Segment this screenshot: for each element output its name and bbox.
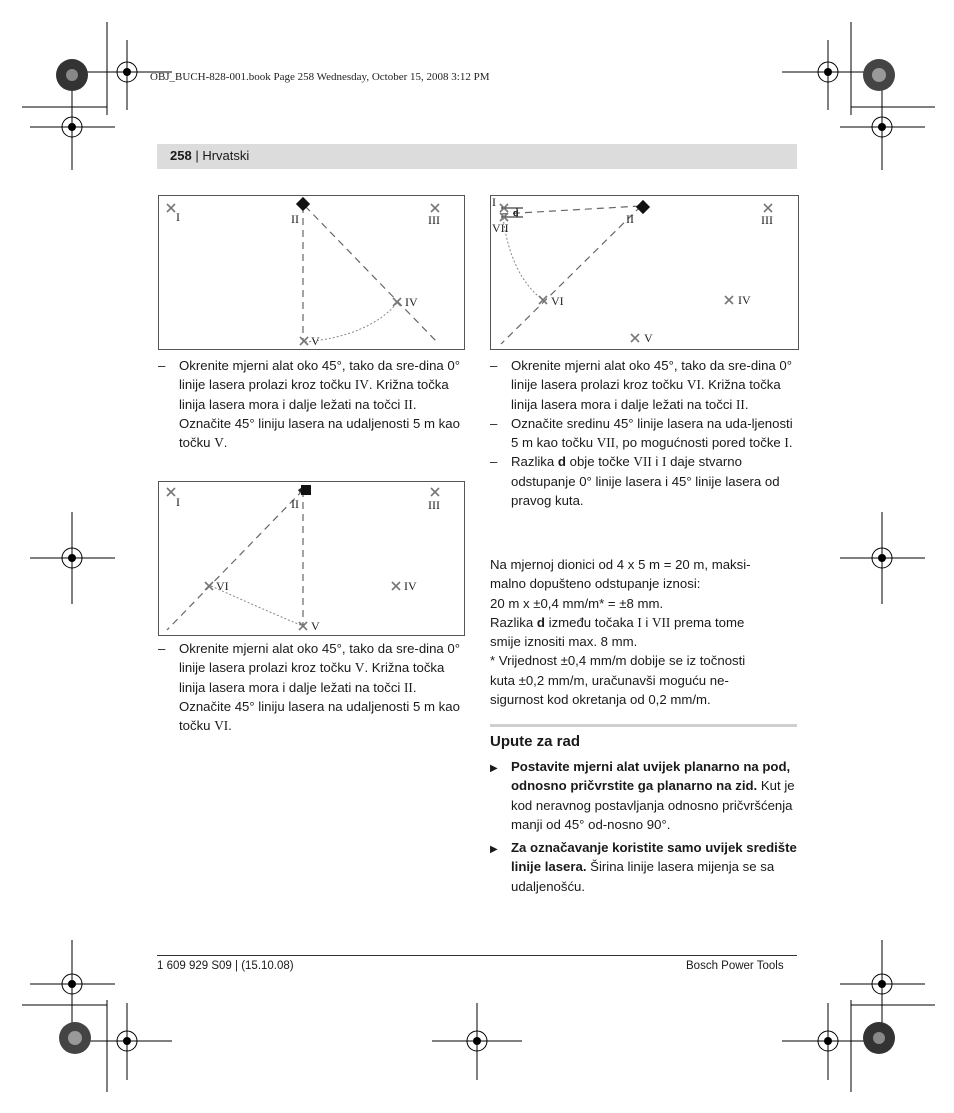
- bold-term: d: [557, 454, 566, 470]
- dash-marker: –: [490, 454, 498, 470]
- fig2-label-v: V: [311, 619, 320, 633]
- roman-point: II: [736, 396, 745, 412]
- text-run: Označite 45° liniju lasera na udaljenosti 5 m kao točku: [179, 698, 460, 734]
- roman-point: VI: [214, 718, 229, 734]
- figure-2-drawing: [159, 482, 464, 635]
- fig2-label-iii: III: [428, 498, 440, 512]
- paragraph-line: [490, 613, 798, 632]
- fig3-label-v: V: [644, 331, 653, 345]
- roman-point: V: [354, 660, 365, 676]
- text-run: , po mogućnosti pored točke: [615, 435, 785, 451]
- text-run: Kut je kod neravnog postavljanja odnosno pričvršćenja manji od 45° od-nosno 90°.: [511, 778, 795, 832]
- text-run: Razlika: [490, 614, 537, 630]
- paragraph-line: Na mjernoj dionici od 4 x 5 m = 20 m, maksi-: [490, 557, 751, 572]
- fig2-label-vi: VI: [216, 579, 229, 593]
- fig2-label-ii: II: [291, 497, 299, 511]
- fig3-label-ii: II: [626, 212, 634, 226]
- instruction-item: [158, 639, 465, 735]
- roman-point: I: [662, 454, 667, 470]
- instruction-sub: [179, 414, 465, 453]
- fig3-label-iv: IV: [738, 293, 751, 307]
- book-info-line: OBJ_BUCH-828-001.book Page 258 Wednesday, October 15, 2008 3:12 PM: [150, 71, 490, 83]
- instruction-item: [158, 356, 465, 452]
- text-run: Razlika: [511, 454, 558, 470]
- dash-marker: –: [158, 641, 166, 656]
- roman-point: V: [214, 435, 224, 451]
- footer-doc-number: 1 609 929 S09 | (15.10.08): [157, 960, 294, 972]
- fig1-label-i: I: [176, 210, 180, 224]
- dash-marker: –: [490, 415, 498, 431]
- roman-point: I: [637, 614, 642, 630]
- text-run: Označite sredinu 45° linije lasera na uda-ljenosti 5 m kao točku: [511, 415, 793, 451]
- bold-text: Za označavanje koristite samo uvijek središte linije lasera.: [511, 840, 797, 875]
- fig2-label-iv: IV: [404, 579, 417, 593]
- dash-marker: –: [158, 358, 166, 373]
- paragraph-line: smije iznositi max. 8 mm.: [490, 634, 638, 650]
- instruction-item: [490, 414, 798, 453]
- right-instructions: [490, 356, 798, 510]
- text-run: . Križna točka linija lasera mora i dalje ležati na točci: [511, 377, 781, 412]
- footer-divider: [157, 955, 797, 956]
- bold-term: d: [536, 614, 545, 630]
- text-run: . Križna točka linija lasera mora i dalje ležati na točci: [179, 660, 445, 695]
- text-run: .: [223, 435, 228, 451]
- footer-brand: Bosch Power Tools: [686, 960, 784, 972]
- page-header-bar: [157, 144, 797, 169]
- roman-point: VII: [633, 454, 652, 470]
- triangle-bullet-icon: ▶: [490, 763, 498, 774]
- text-run: prema tome: [670, 614, 745, 630]
- roman-point: I: [784, 435, 789, 451]
- header-separator: |: [191, 148, 203, 163]
- roman-point: VII: [596, 435, 616, 451]
- section-divider: [490, 724, 797, 727]
- page-header: [170, 148, 249, 163]
- text-run: .: [744, 396, 749, 412]
- figure-1: [158, 195, 465, 350]
- figure-3: [490, 195, 799, 350]
- paragraph-line: * Vrijednost ±0,4 mm/m dobije se iz točnosti: [490, 653, 746, 669]
- bold-text: Postavite mjerni alat uvijek planarno na pod, odnosno pričvrstite ga planarno na zid.: [511, 759, 791, 794]
- instruction-item: [490, 356, 798, 414]
- text-run: Okrenite mjerni alat oko 45°, tako da sre-dina 0° linije lasera prolazi kroz točku: [511, 358, 793, 393]
- paragraph-line: kuta ±0,2 mm/m, uračunavši moguću ne-: [490, 672, 729, 688]
- roman-point: VI: [686, 377, 701, 393]
- figure-2: [158, 481, 465, 636]
- fig3-distance-d: d: [513, 208, 519, 218]
- text-run: obje točke: [565, 454, 634, 470]
- bullet-item: [490, 757, 798, 834]
- text-run: Označite 45° liniju lasera na udaljenosti 5 m kao točku: [179, 415, 460, 451]
- page-number: 258: [170, 148, 192, 163]
- text-run: Okrenite mjerni alat oko 45°, tako da sre-dina 0° linije lasera prolazi kroz točku: [179, 358, 461, 393]
- instruction-sub: [179, 697, 465, 736]
- text-run: i: [641, 614, 652, 630]
- roman-point: II: [404, 396, 413, 412]
- paragraph-line: sigurnost kod okretanja od 0,2 mm/m.: [490, 692, 711, 708]
- paragraph-line: malno dopušteno odstupanje iznosi:: [490, 576, 701, 592]
- fig1-label-iv: IV: [405, 295, 418, 309]
- roman-point: VII: [652, 614, 671, 630]
- fig3-label-vii: VII: [492, 221, 509, 235]
- text-run: . Križna točka linija lasera mora i dalje ležati na točci: [179, 377, 449, 412]
- paragraph-line: 20 m x ±0,4 mm/m* = ±8 mm.: [490, 595, 664, 611]
- figure-3-drawing: [491, 196, 798, 349]
- instruction-block-2: [158, 639, 465, 735]
- text-run: .: [788, 435, 793, 451]
- dash-marker: –: [490, 358, 498, 373]
- fig1-label-iii: III: [428, 213, 440, 227]
- text-run: .: [228, 718, 232, 734]
- text-run: i: [651, 454, 662, 470]
- fig2-label-i: I: [176, 495, 180, 509]
- text-run: Okrenite mjerni alat oko 45°, tako da sre-dina 0° linije lasera prolazi kroz točku: [179, 641, 461, 676]
- fig3-label-vi: VI: [551, 294, 564, 308]
- section-title: Upute za rad: [490, 733, 581, 750]
- fig3-label-i: I: [492, 195, 496, 209]
- text-run: daje stvarno odstupanje 0° linije lasera i 45° linije lasera od pravog kuta.: [511, 454, 780, 509]
- figure-1-drawing: [159, 196, 464, 349]
- instruction-item: [490, 452, 798, 510]
- text-run: između točaka: [544, 614, 638, 630]
- text-run: Širina linije lasera mijenja se sa udaljenošću.: [511, 859, 775, 894]
- roman-point: IV: [354, 377, 369, 393]
- usage-bullets: [490, 757, 798, 896]
- instruction-block-1: [158, 356, 465, 452]
- text-run: .: [412, 396, 417, 412]
- fig1-label-v: V: [311, 334, 320, 348]
- triangle-bullet-icon: ▶: [490, 844, 498, 856]
- fig1-label-ii: II: [291, 212, 299, 226]
- header-language: Hrvatski: [202, 148, 250, 163]
- text-run: .: [412, 679, 417, 695]
- fig3-label-iii: III: [761, 213, 773, 227]
- tolerance-paragraph: [490, 555, 798, 709]
- bullet-item: [490, 838, 798, 896]
- roman-point: II: [404, 679, 413, 695]
